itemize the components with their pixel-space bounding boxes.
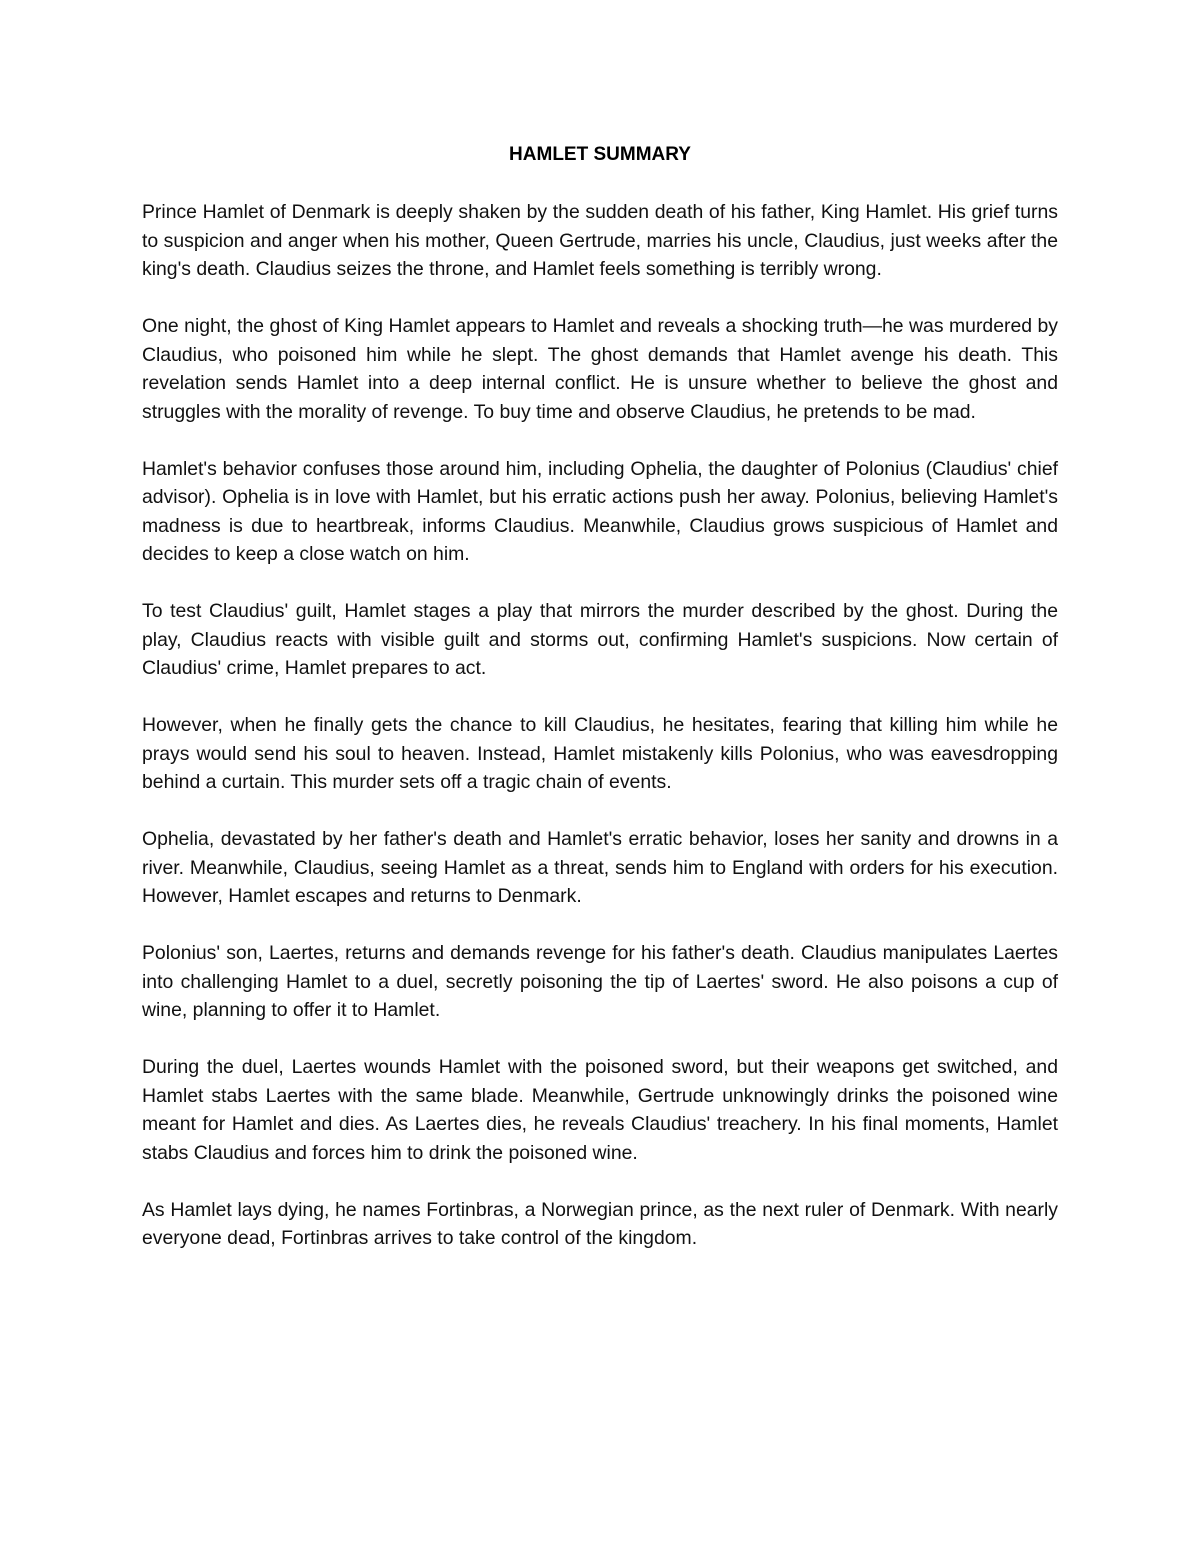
paragraph-4: To test Claudius' guilt, Hamlet stages a play that mirrors the murder described by the ghost. During the play, Claudius reacts with visible guilt and storms out, confirming Hamlet's suspicions. Now certain of Claudius' crime, Hamlet prepares to act. <box>142 600 1058 679</box>
paragraph-9: As Hamlet lays dying, he names Fortinbras, a Norwegian prince, as the next ruler of Denmark. With nearly everyone dead, Fortinbras arrives to take control of the kingdom. <box>142 1198 1058 1249</box>
paragraph-8: During the duel, Laertes wounds Hamlet with the poisoned sword, but their weapons get switched, and Hamlet stabs Laertes with the same blade. Meanwhile, Gertrude unknowingly drinks the poisoned wine meant for Hamlet and dies. As Laertes dies, he reveals Claudius' treachery. In his final moments, Hamlet stabs Claudius and forces him to drink the poisoned wine. <box>142 1056 1058 1164</box>
document-title: HAMLET SUMMARY <box>509 144 691 165</box>
paragraph-2: One night, the ghost of King Hamlet appears to Hamlet and reveals a shocking truth—he was murdered by Claudius, who poisoned him while he slept. The ghost demands that Hamlet avenge his death. This revelation sends Hamlet into a deep internal conflict. He is unsure whether to believe the ghost and struggles with the morality of revenge. To buy time and observe Claudius, he pretends to be mad. <box>142 315 1058 423</box>
document-body <box>142 198 1058 1281</box>
paragraph-1: Prince Hamlet of Denmark is deeply shaken by the sudden death of his father, King Hamlet. His grief turns to suspicion and anger when his mother, Queen Gertrude, marries his uncle, Claudius, just weeks after the king's death. Claudius seizes the throne, and Hamlet feels something is terribly wrong. <box>142 201 1058 280</box>
paragraph-6: Ophelia, devastated by her father's death and Hamlet's erratic behavior, loses her sanity and drowns in a river. Meanwhile, Claudius, seeing Hamlet as a threat, sends him to England with orders for his execution. However, Hamlet escapes and returns to Denmark. <box>142 828 1058 907</box>
paragraph-3: Hamlet's behavior confuses those around him, including Ophelia, the daughter of Polonius (Claudius' chief advisor). Ophelia is in love with Hamlet, but his erratic actions push her away. Polonius, believing Hamlet's madness is due to heartbreak, informs Claudius. Meanwhile, Claudius grows suspicious of Hamlet and decides to keep a close watch on him. <box>142 457 1058 565</box>
paragraph-7: Polonius' son, Laertes, returns and demands revenge for his father's death. Claudius manipulates Laertes into challenging Hamlet to a duel, secretly poisoning the tip of Laertes' sword. He also poisons a cup of wine, planning to offer it to Hamlet. <box>142 942 1058 1021</box>
paragraph-5: However, when he finally gets the chance to kill Claudius, he hesitates, fearing that killing him while he prays would send his soul to heaven. Instead, Hamlet mistakenly kills Polonius, who was eavesdropping behind a curtain. This murder sets off a tragic chain of events. <box>142 714 1058 793</box>
